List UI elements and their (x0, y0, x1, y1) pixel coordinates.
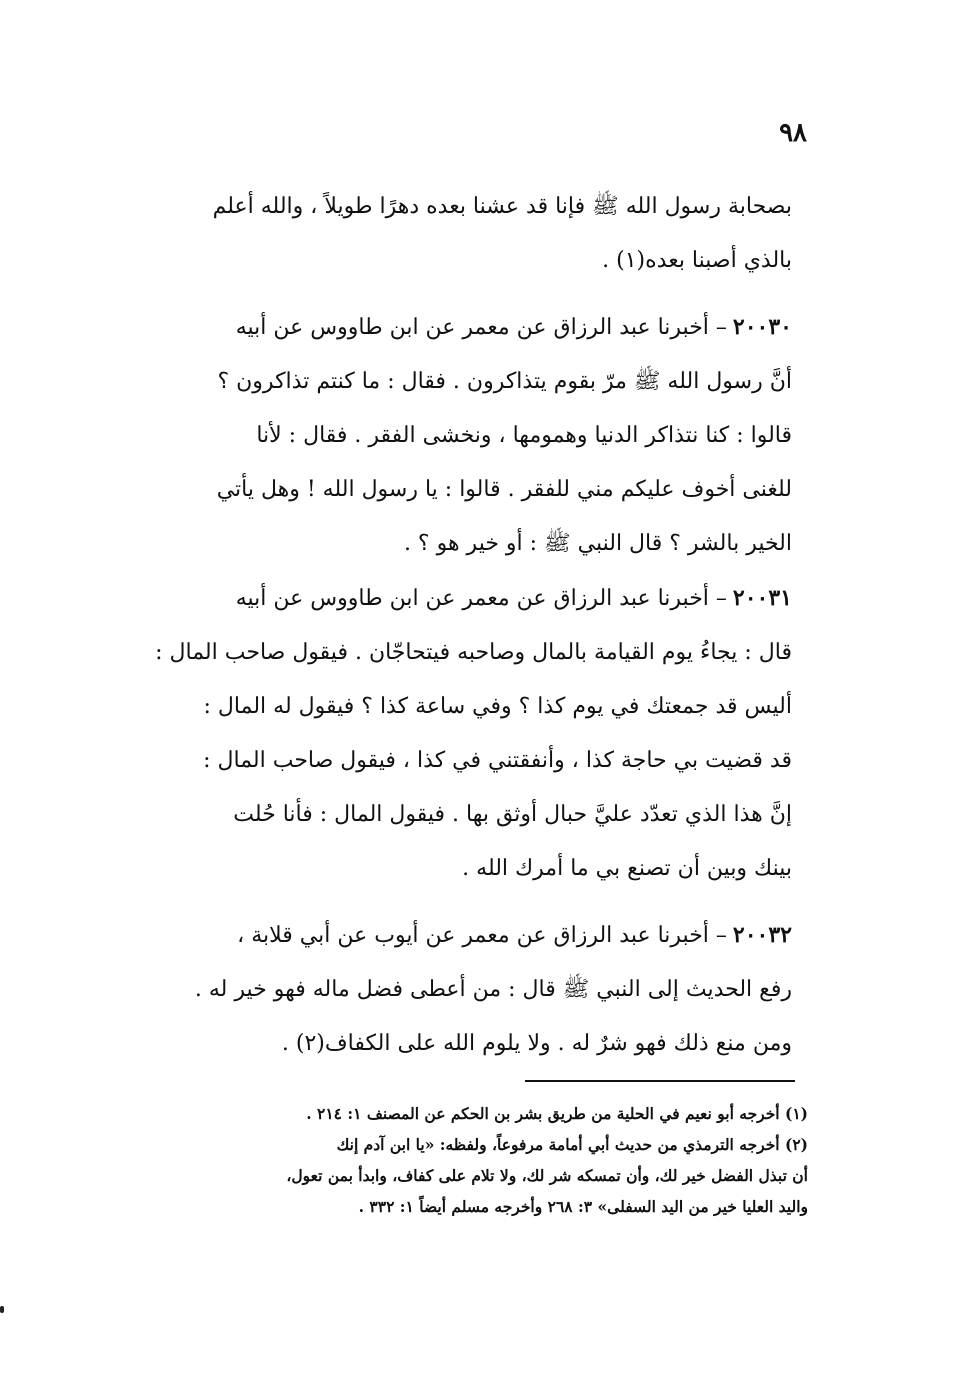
text-line: بصحابة رسول الله ﷺ فإنا قد عشنا بعده دهرًا طويلاً ، والله أعلم (212, 194, 792, 219)
page-number: ٩٨ (779, 118, 807, 148)
hadith-first-line (112, 300, 792, 355)
text-line: الخير بالشر ؟ قال النبي ﷺ : أو خير هو ؟ . (403, 531, 792, 556)
main-text (112, 180, 792, 1071)
footnote-1 (118, 1098, 808, 1129)
footnote-line: (٢) أخرجه الترمذي من حديث أبي أمامة مرفوعاً، ولفظه: «يا ابن آدم إنك (336, 1135, 808, 1154)
text-line: قالوا : كنا نتذاكر الدنيا وهمومها ، ونخشى الفقر . فقال : لأنا (256, 423, 792, 448)
hadith-20030 (112, 300, 792, 571)
footnote-divider (525, 1080, 795, 1082)
hadith-number: ٢٠٠٣٠ (732, 314, 792, 340)
hadith-number: ٢٠٠٣٢ (732, 922, 792, 948)
footnote-line: (١) أخرجه أبو نعيم في الحلية من طريق بشر بن الحكم عن المصنف ١: ٢١٤ . (306, 1104, 808, 1123)
text-line: ومن منع ذلك فهو شرٌ له . ولا يلوم الله على الكفاف(٢) . (281, 1031, 792, 1056)
footnote-line: واليد العليا خير من اليد السفلى» ٣: ٢٦٨ وأخرجه مسلم أيضاً ١: ٣٣٢ . (358, 1197, 808, 1216)
footnote-2 (118, 1129, 808, 1222)
text-line: بالذي أصبنا بعده(١) . (602, 248, 792, 273)
text-line: إنَّ هذا الذي تعدّد عليَّ حبال أوثق بها . فيقول المال : فأنا حُلت (233, 802, 792, 827)
text-line: قال : يجاءُ يوم القيامة بالمال وصاحبه فيتحاجّان . فيقول صاحب المال : (155, 640, 792, 665)
text-line: أليس قد جمعتك في يوم كذا ؟ وفي ساعة كذا ؟ فيقول له المال : (203, 694, 792, 719)
text-line: – أخبرنا عبد الرزاق عن معمر عن ابن طاووس عن أبيه (235, 586, 727, 611)
text-line: بينك وبين أن تصنع بي ما أمرك الله . (462, 856, 792, 881)
text-line: للغنى أخوف عليكم مني للفقر . قالوا : يا رسول الله ! وهل يأتي (216, 477, 792, 502)
text-line: رفع الحديث إلى النبي ﷺ قال : من أعطى فضل ماله فهو خير له . (194, 977, 792, 1002)
text-line: – أخبرنا عبد الرزاق عن معمر عن أيوب عن أبي قلابة ، (237, 923, 727, 948)
hadith-number: ٢٠٠٣١ (732, 585, 792, 611)
hadith-first-line (112, 908, 792, 963)
hadith-20032 (112, 908, 792, 1071)
text-line: أنَّ رسول الله ﷺ مرّ بقوم يتذاكرون . فقال : ما كنتم تذاكرون ؟ (217, 369, 792, 394)
footnotes (118, 1098, 808, 1222)
hadith-first-line (112, 571, 792, 626)
scan-mark (0, 1306, 4, 1313)
text-line: – أخبرنا عبد الرزاق عن معمر عن ابن طاووس عن أبيه (235, 315, 727, 340)
text-line: قد قضيت بي حاجة كذا ، وأنفقتني في كذا ، فيقول صاحب المال : (203, 748, 792, 773)
intro-paragraph (112, 180, 792, 288)
hadith-20031 (112, 571, 792, 896)
footnote-line: أن تبذل الفضل خير لك، وأن تمسكه شر لك، ولا تلام على كفاف، وابدأ بمن تعول، (286, 1166, 808, 1185)
